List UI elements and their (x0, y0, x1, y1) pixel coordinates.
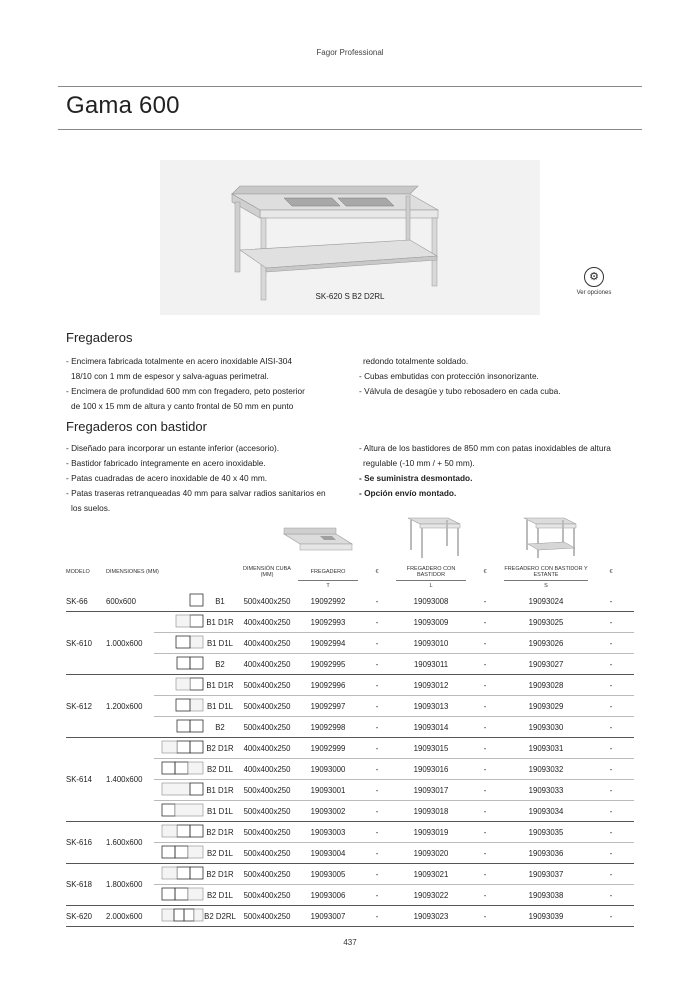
sink-frame-shelf-thumbnail (520, 512, 580, 560)
price-cell: - (466, 885, 504, 906)
price-cell: - (358, 885, 396, 906)
price-cell: - (466, 633, 504, 654)
feature-line: - Bastidor fabricado íntegramente en acero inoxidable. (66, 458, 266, 468)
dimension-cell: 1.000x600 (106, 612, 154, 675)
price-cell: - (588, 780, 634, 801)
price-cell: - (588, 843, 634, 864)
model-cell: SK-612 (66, 675, 106, 738)
configuration-cell: B2 (204, 717, 236, 738)
price-cell: - (358, 591, 396, 612)
model-cell: SK-616 (66, 822, 106, 864)
code-l-cell: 19093019 (396, 822, 466, 843)
sink-layout-icon (160, 761, 204, 777)
bowl-dimension-cell: 400x400x250 (236, 612, 298, 633)
bowl-dimension-cell: 500x400x250 (236, 843, 298, 864)
price-cell: - (358, 864, 396, 885)
code-t-cell: 19093002 (298, 801, 358, 822)
price-cell: - (358, 843, 396, 864)
configuration-cell: B1 (204, 591, 236, 612)
price-cell: - (588, 675, 634, 696)
col-code-s: S (504, 581, 588, 592)
price-cell: - (358, 612, 396, 633)
sink-frame-thumbnail (404, 512, 464, 560)
model-cell: SK-618 (66, 864, 106, 906)
sink-layout-icon (174, 677, 204, 693)
view-options-label: Ver opciones (576, 290, 612, 296)
code-l-cell: 19093009 (396, 612, 466, 633)
bastidor-features-left (66, 441, 326, 516)
code-t-cell: 19093007 (298, 906, 358, 927)
feature-line: - Cubas embutidas con protección insonorizante. (359, 371, 539, 381)
code-s-cell: 19093032 (504, 759, 588, 780)
code-l-cell: 19093015 (396, 738, 466, 759)
model-cell: SK-614 (66, 738, 106, 822)
fregaderos-features-right (359, 354, 561, 399)
feature-line: regulable (-10 mm / + 50 mm). (363, 458, 475, 468)
bowl-dimension-cell: 500x400x250 (236, 675, 298, 696)
code-l-cell: 19093022 (396, 885, 466, 906)
configuration-cell: B2 D1L (204, 759, 236, 780)
table-row (66, 738, 634, 759)
col-header-cuba: DIMENSIÓN CUBA (MM) (243, 566, 291, 579)
price-cell: - (358, 906, 396, 927)
code-l-cell: 19093021 (396, 864, 466, 885)
price-cell: - (466, 717, 504, 738)
price-cell: - (358, 738, 396, 759)
configuration-cell: B2 D1R (204, 864, 236, 885)
configuration-cell: B2 (204, 654, 236, 675)
sink-layout-icon (160, 740, 204, 756)
dimension-cell: 2.000x600 (106, 906, 154, 927)
page-number: 437 (343, 938, 357, 947)
code-l-cell: 19093012 (396, 675, 466, 696)
code-s-cell: 19093030 (504, 717, 588, 738)
feature-line: - Encimera fabricada totalmente en acero inoxidable AISI-304 (66, 356, 292, 366)
code-t-cell: 19092998 (298, 717, 358, 738)
bowl-dimension-cell: 400x400x250 (236, 738, 298, 759)
code-s-cell: 19093031 (504, 738, 588, 759)
bowl-dimension-cell: 500x400x250 (236, 885, 298, 906)
code-l-cell: 19093018 (396, 801, 466, 822)
col-header-bastidor: FREGADERO CON BASTIDOR (406, 566, 456, 578)
code-l-cell: 19093013 (396, 696, 466, 717)
price-cell: - (466, 780, 504, 801)
hero-caption: SK-620 S B2 D2RL (315, 292, 385, 301)
bowl-dimension-cell: 400x400x250 (236, 759, 298, 780)
sink-layout-icon (174, 698, 204, 714)
price-cell: - (588, 864, 634, 885)
code-s-cell: 19093033 (504, 780, 588, 801)
price-cell: - (466, 675, 504, 696)
dimension-cell: 1.400x600 (106, 738, 154, 822)
configuration-cell: B1 D1L (204, 801, 236, 822)
code-t-cell: 19093001 (298, 780, 358, 801)
table-row (66, 864, 634, 885)
code-l-cell: 19093011 (396, 654, 466, 675)
bowl-dimension-cell: 400x400x250 (236, 633, 298, 654)
configuration-cell: B2 D1R (204, 822, 236, 843)
col-code-l: L (396, 581, 466, 592)
price-cell: - (466, 759, 504, 780)
code-s-cell: 19093029 (504, 696, 588, 717)
sink-layout-icon (160, 845, 204, 861)
code-l-cell: 19093020 (396, 843, 466, 864)
feature-line: - Válvula de desagüe y tubo rebosadero en cada cuba. (359, 386, 561, 396)
code-l-cell: 19093017 (396, 780, 466, 801)
section-title-fregaderos: Fregaderos (66, 330, 133, 345)
price-cell: - (466, 738, 504, 759)
price-cell: - (466, 864, 504, 885)
price-cell: - (466, 843, 504, 864)
dimension-cell: 1.800x600 (106, 864, 154, 906)
code-t-cell: 19092996 (298, 675, 358, 696)
code-s-cell: 19093025 (504, 612, 588, 633)
price-cell: - (358, 696, 396, 717)
feature-line: - Diseñado para incorporar un estante inferior (accesorio). (66, 443, 280, 453)
code-s-cell: 19093038 (504, 885, 588, 906)
col-header-dimensiones: DIMENSIONES (MM) (106, 569, 159, 576)
code-s-cell: 19093026 (504, 633, 588, 654)
code-s-cell: 19093037 (504, 864, 588, 885)
sink-layout-icon (160, 866, 204, 882)
code-l-cell: 19093010 (396, 633, 466, 654)
sink-layout-icon (174, 656, 204, 672)
code-s-cell: 19093024 (504, 591, 588, 612)
code-s-cell: 19093028 (504, 675, 588, 696)
price-cell: - (466, 906, 504, 927)
bowl-dimension-cell: 500x400x250 (236, 696, 298, 717)
bowl-dimension-cell: 500x400x250 (236, 906, 298, 927)
col-header-fregadero: FREGADERO (310, 569, 346, 575)
price-cell: - (358, 801, 396, 822)
feature-line: - Opción envío montado. (359, 488, 457, 498)
code-s-cell: 19093034 (504, 801, 588, 822)
col-header-modelo: MODELO (66, 569, 90, 576)
table-row (66, 612, 634, 633)
feature-line: - Encimera de profundidad 600 mm con fregadero, peto posterior (66, 386, 305, 396)
code-t-cell: 19093003 (298, 822, 358, 843)
code-l-cell: 19093023 (396, 906, 466, 927)
feature-line: redondo totalmente soldado. (363, 356, 469, 366)
code-t-cell: 19092993 (298, 612, 358, 633)
price-cell: - (466, 654, 504, 675)
sink-layout-icon (160, 803, 204, 819)
section-title-bastidor: Fregaderos con bastidor (66, 419, 207, 434)
price-cell: - (466, 801, 504, 822)
price-cell: - (358, 675, 396, 696)
model-cell: SK-610 (66, 612, 106, 675)
code-s-cell: 19093035 (504, 822, 588, 843)
col-header-euro: € (375, 569, 379, 576)
fregaderos-features-left (66, 354, 305, 414)
sink-layout-icon (174, 635, 204, 651)
configuration-cell: B1 D1R (204, 675, 236, 696)
code-t-cell: 19092997 (298, 696, 358, 717)
code-t-cell: 19093006 (298, 885, 358, 906)
price-cell: - (466, 822, 504, 843)
header-brand: Fagor Professional (316, 48, 384, 57)
sink-layout-icon (160, 908, 204, 924)
feature-line: los suelos. (71, 503, 111, 513)
feature-line: de 100 x 15 mm de altura y canto frontal de 50 mm en punto (71, 401, 294, 411)
sink-layout-icon (160, 782, 204, 798)
price-cell: - (588, 654, 634, 675)
configuration-cell: B1 D1L (204, 696, 236, 717)
spec-table (66, 564, 634, 927)
feature-line: - Altura de los bastidores de 850 mm con patas inoxidables de altura (359, 443, 611, 453)
bowl-dimension-cell: 500x400x250 (236, 801, 298, 822)
code-t-cell: 19093004 (298, 843, 358, 864)
sink-layout-icon (174, 614, 204, 630)
col-header-euro: € (609, 569, 613, 576)
price-cell: - (466, 591, 504, 612)
sink-layout-icon (160, 887, 204, 903)
code-s-cell: 19093027 (504, 654, 588, 675)
price-cell: - (358, 822, 396, 843)
table-row (66, 906, 634, 927)
price-cell: - (358, 780, 396, 801)
feature-line: 18/10 con 1 mm de espesor y salva-aguas perimetral. (71, 371, 269, 381)
code-l-cell: 19093016 (396, 759, 466, 780)
price-cell: - (588, 906, 634, 927)
gear-icon: ⚙ (584, 267, 604, 287)
price-cell: - (588, 633, 634, 654)
feature-line: - Patas traseras retranqueadas 40 mm para salvar radios sanitarios en (66, 488, 326, 498)
col-header-euro: € (483, 569, 487, 576)
bowl-dimension-cell: 500x400x250 (236, 717, 298, 738)
code-t-cell: 19092999 (298, 738, 358, 759)
dimension-cell: 1.600x600 (106, 822, 154, 864)
code-t-cell: 19093005 (298, 864, 358, 885)
dimension-cell: 600x600 (106, 591, 154, 612)
code-t-cell: 19092994 (298, 633, 358, 654)
configuration-cell: B1 D1L (204, 633, 236, 654)
code-l-cell: 19093008 (396, 591, 466, 612)
price-cell: - (588, 717, 634, 738)
table-row (66, 675, 634, 696)
price-cell: - (466, 696, 504, 717)
code-l-cell: 19093014 (396, 717, 466, 738)
code-t-cell: 19092992 (298, 591, 358, 612)
top-divider (58, 86, 642, 87)
configuration-cell: B2 D1L (204, 843, 236, 864)
price-cell: - (358, 654, 396, 675)
feature-line: - Se suministra desmontado. (359, 473, 473, 483)
model-cell: SK-620 (66, 906, 106, 927)
bowl-dimension-cell: 500x400x250 (236, 780, 298, 801)
price-cell: - (358, 633, 396, 654)
table-row (66, 822, 634, 843)
sink-layout-icon (160, 824, 204, 840)
price-cell: - (588, 801, 634, 822)
bowl-dimension-cell: 500x400x250 (236, 591, 298, 612)
code-s-cell: 19093039 (504, 906, 588, 927)
view-options-button[interactable] (574, 267, 614, 296)
code-t-cell: 19093000 (298, 759, 358, 780)
price-cell: - (588, 822, 634, 843)
price-cell: - (358, 717, 396, 738)
bowl-dimension-cell: 500x400x250 (236, 864, 298, 885)
price-cell: - (358, 759, 396, 780)
col-code-t: T (298, 581, 358, 592)
configuration-cell: B1 D1R (204, 780, 236, 801)
page-title: Gama 600 (66, 92, 180, 119)
price-cell: - (588, 738, 634, 759)
price-cell: - (588, 759, 634, 780)
col-header-bastidor-estante: FREGADERO CON BASTIDOR Y ESTANTE (504, 566, 588, 578)
price-cell: - (588, 885, 634, 906)
code-t-cell: 19092995 (298, 654, 358, 675)
price-cell: - (466, 612, 504, 633)
sink-layout-icon (174, 719, 204, 735)
bowl-dimension-cell: 500x400x250 (236, 822, 298, 843)
feature-line: - Patas cuadradas de acero inoxidable de 40 x 40 mm. (66, 473, 268, 483)
code-s-cell: 19093036 (504, 843, 588, 864)
table-row (66, 591, 634, 612)
bastidor-features-right (359, 441, 611, 501)
dimension-cell: 1.200x600 (106, 675, 154, 738)
title-divider (58, 129, 642, 130)
price-cell: - (588, 591, 634, 612)
price-cell: - (588, 612, 634, 633)
price-cell: - (588, 696, 634, 717)
model-cell: SK-66 (66, 591, 106, 612)
configuration-cell: B2 D1L (204, 885, 236, 906)
configuration-cell: B2 D2RL (204, 906, 236, 927)
configuration-cell: B2 D1R (204, 738, 236, 759)
configuration-cell: B1 D1R (204, 612, 236, 633)
bowl-dimension-cell: 400x400x250 (236, 654, 298, 675)
sink-top-thumbnail (280, 524, 356, 560)
sink-layout-icon (174, 593, 204, 609)
